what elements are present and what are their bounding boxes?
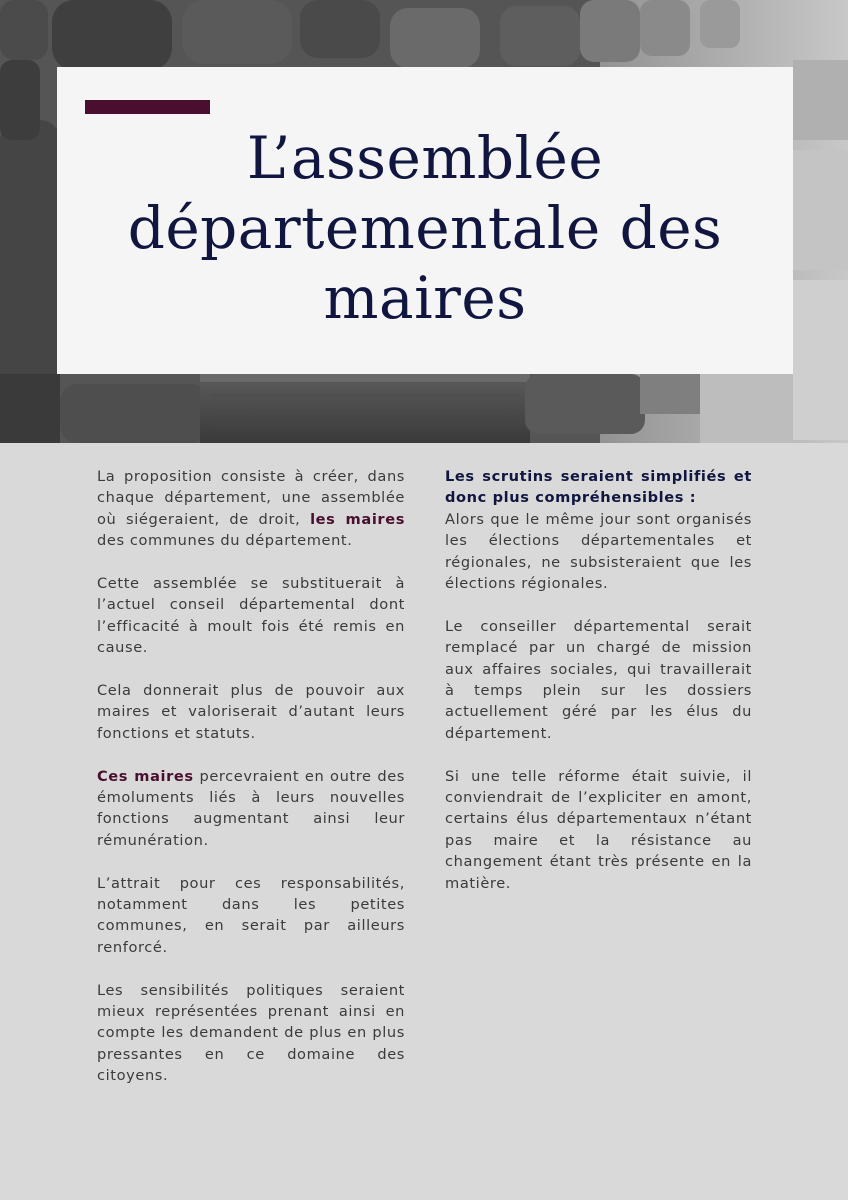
left-column <box>97 466 405 1108</box>
left-paragraph-3: Cela donnerait plus de pouvoir aux maires et valoriserait d’autant leurs fonctions et statuts. <box>97 682 405 742</box>
left-p4-text-after: percevraient en outre des émoluments liés à leurs nouvelles fonctions augmentant ainsi leur rémunération. <box>97 767 406 849</box>
page-title: L’assemblée départementale des maires <box>127 124 723 332</box>
left-paragraph-4 <box>97 766 405 852</box>
right-column <box>445 466 752 915</box>
left-p1-text-before: La proposition consiste à créer, dans chaque département, une assemblée où siégeraient, de droit, <box>97 468 405 528</box>
left-paragraph-2: Cette assemblée se substituerait à l’actuel conseil départemental dont l’efficacité à moult fois été remis en cause. <box>97 575 405 657</box>
right-paragraph-3: Si une telle réforme était suivie, il conviendrait de l’expliciter en amont, certains élus départementaux n’étant pas maire et la résistance au changement étant très présente en la matière. <box>445 767 752 892</box>
left-paragraph-1 <box>97 466 405 552</box>
left-paragraph-5: L’attrait pour ces responsabilités, notamment dans les petites communes, en serait par ailleurs renforcé. <box>97 874 405 956</box>
left-p4-highlight: Ces maires <box>97 767 194 785</box>
title-card <box>57 67 793 374</box>
right-heading-paragraph <box>445 466 752 509</box>
accent-bar <box>85 100 210 114</box>
left-p1-highlight: les maires <box>310 510 405 528</box>
right-heading: Les scrutins seraient simplifiés et donc plus compréhensibles : <box>445 468 752 507</box>
right-paragraph-2: Le conseiller départemental serait remplacé par un chargé de mission aux affaires sociales, qui travaillerait à temps plein sur les dossiers actuellement géré par les élus du département. <box>445 617 752 742</box>
right-paragraph-1: Alors que le même jour sont organisés les élections départementales et régionales, ne subsisteraient que les élections régionales. <box>445 510 752 593</box>
left-p1-text-after: des communes du département. <box>97 532 353 550</box>
left-paragraph-6: Les sensibilités politiques seraient mieux représentées prenant ainsi en compte les demandent de plus en plus pressantes en ce domaine des citoyens. <box>97 981 405 1085</box>
